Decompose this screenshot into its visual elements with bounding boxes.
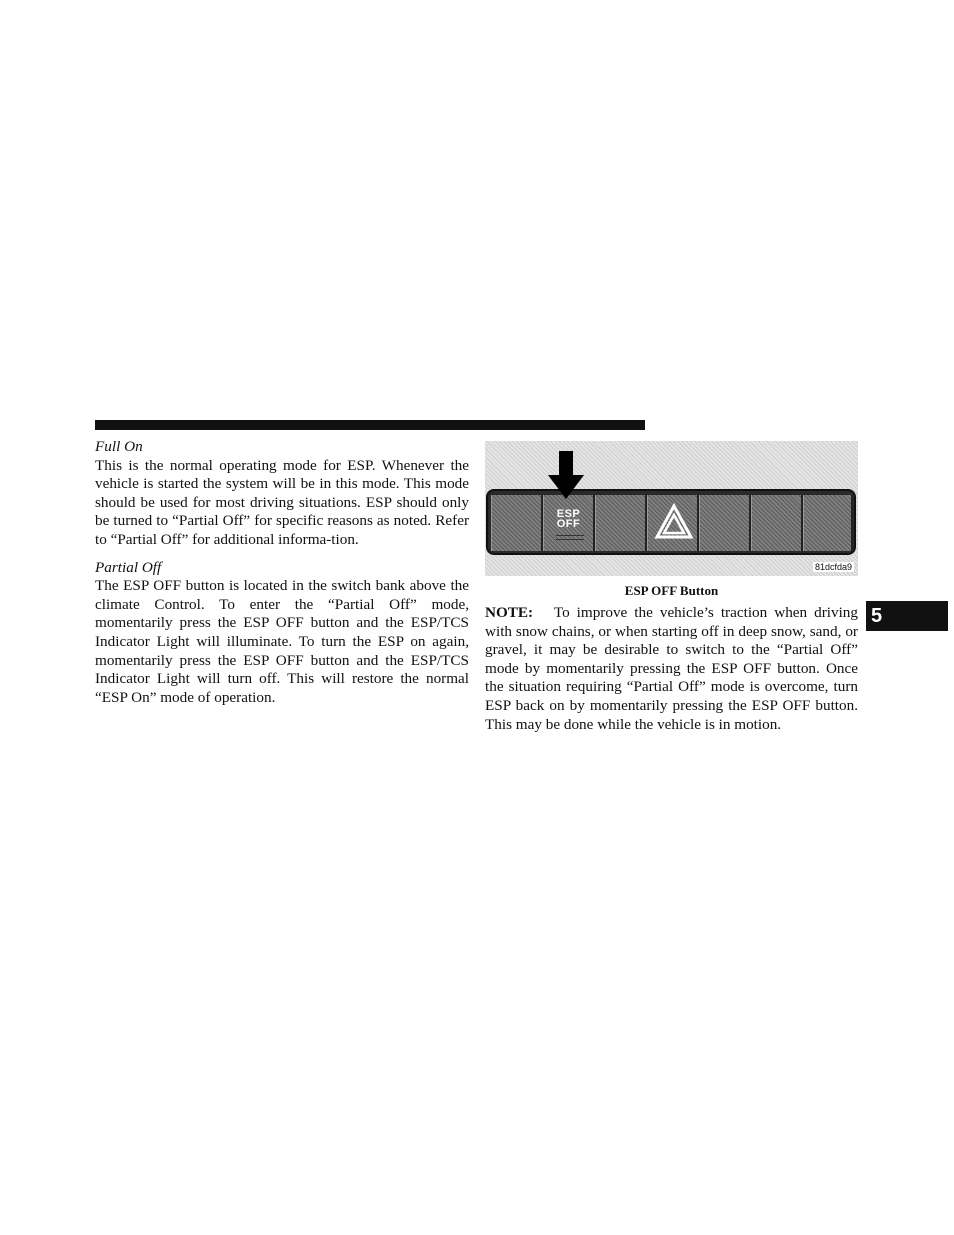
esp-off-button-figure: [485, 441, 858, 576]
switch-button: [751, 495, 803, 551]
indicator-line: [556, 539, 584, 540]
switch-bank: [486, 489, 856, 555]
note-paragraph: [485, 604, 858, 734]
hazard-icon: [654, 503, 694, 543]
figure-caption: ESP OFF Button: [624, 583, 719, 598]
switch-button: [699, 495, 751, 551]
partial-off-paragraph: The ESP OFF button is located in the switch bank above the climate Control. To enter the “Partial Off” mode, momentarily press the ESP OFF button and the ESP/TCS Indicator Light will illuminate. To turn the ESP on again, momentarily press the ESP OFF button and the ESP/TCS Indicator Light will turn off. This will restore the normal “ESP On” mode of operation.: [95, 577, 469, 706]
left-column: [95, 438, 469, 707]
switch-button: [491, 495, 543, 551]
esp-label-line: ESP: [556, 508, 581, 520]
indicator-line: [556, 535, 584, 536]
switch-button: [595, 495, 647, 551]
full-on-paragraph: This is the normal operating mode for ESP. Whenever the vehicle is started the system will be in this mode. This mode should be used for most driving situations. ESP should only be turned to “Partial Off” for specific reasons as noted. Refer to “Partial Off” for additional informa-tion.: [95, 456, 469, 548]
spacer: [95, 550, 469, 559]
hazard-button: [647, 495, 699, 551]
esp-off-label: [544, 509, 593, 529]
down-arrow-icon: [548, 451, 584, 499]
figure-code: 81dcfda9: [814, 562, 852, 572]
section-rule: [95, 420, 645, 430]
note-label: NOTE:: [485, 604, 534, 621]
off-label-line: OFF: [556, 518, 581, 530]
right-column: [485, 441, 858, 734]
full-on-heading: Full On: [95, 438, 143, 455]
partial-off-heading: Partial Off: [95, 558, 162, 576]
chapter-tab: 5: [866, 601, 948, 631]
esp-off-button: [543, 495, 595, 551]
note-body: To improve the vehicle’s traction when driving with snow chains, or when starting off in deep snow, sand, or gravel, it may be desirable to switch to the “Partial Off” mode by momentarily pressing the ESP OFF button. Once the situation requiring “Partial Off” mode is overcome, turn ESP back on by momentarily pressing the ESP OFF button. This may be done while the vehicle is in motion.: [485, 604, 858, 733]
switch-button: [803, 495, 853, 551]
